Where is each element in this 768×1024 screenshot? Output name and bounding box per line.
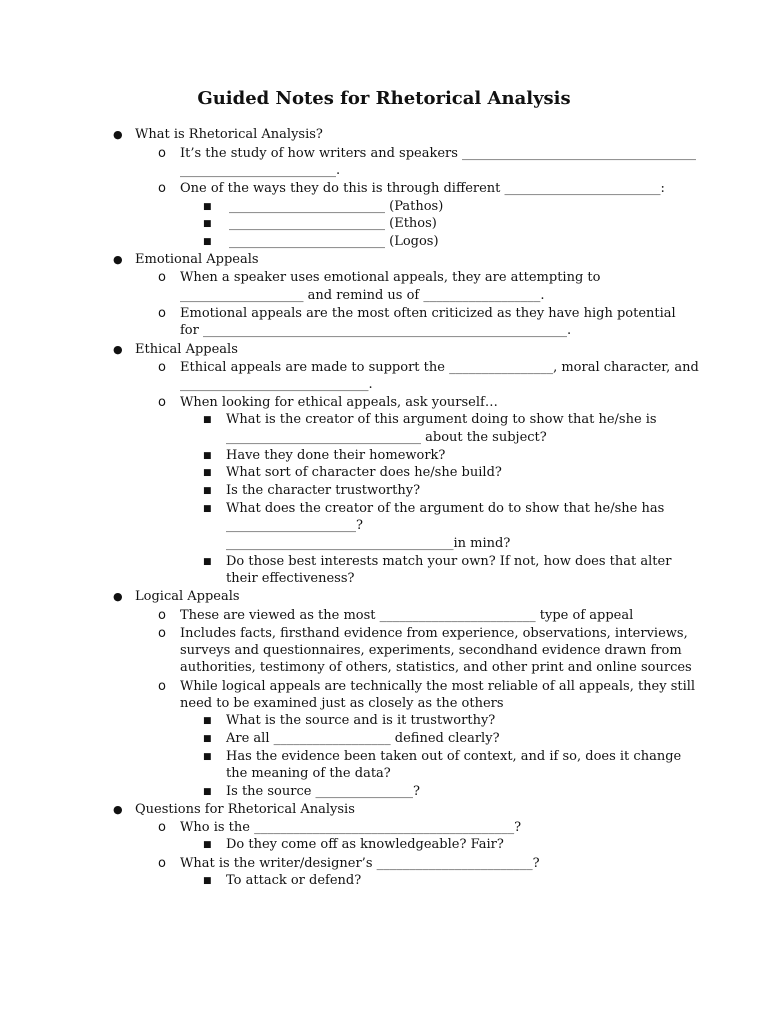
list-item: Is the source _______________?: [226, 784, 421, 799]
circle-marker: o: [158, 856, 166, 871]
list-item-continued: ___________________ and remind us of __________________.: [180, 288, 545, 303]
circle-marker: o: [158, 146, 166, 161]
square-marker: ■: [203, 716, 212, 726]
square-marker: ■: [203, 876, 212, 886]
circle-marker: o: [158, 626, 166, 641]
bullet-marker: ●: [113, 253, 123, 266]
list-item-continued: the meaning of the data?: [226, 766, 391, 781]
list-item: Emotional appeals are the most often criticized as they have high potential: [180, 306, 676, 321]
list-item: ________________________ (Pathos): [229, 199, 444, 214]
list-item: What does the creator of the argument do to show that he/she has: [226, 501, 665, 516]
list-item: Has the evidence been taken out of context, and if so, does it change: [226, 749, 682, 764]
square-marker: ■: [203, 451, 212, 461]
list-item: What is the writer/designer’s ________________________?: [180, 856, 540, 871]
list-item: While logical appeals are technically the most reliable of all appeals, they still: [180, 679, 696, 694]
list-item: When looking for ethical appeals, ask yourself…: [180, 395, 498, 410]
list-item-continued: ______________________________ about the subject?: [226, 430, 547, 445]
list-item: To attack or defend?: [226, 873, 362, 888]
list-item: Ethical Appeals: [135, 342, 238, 357]
bullet-marker: ●: [113, 343, 123, 356]
circle-marker: o: [158, 395, 166, 410]
list-item-continued: authorities, testimony of others, statistics, and other print and online sources: [180, 660, 692, 675]
list-item: Do they come off as knowledgeable? Fair?: [226, 837, 504, 852]
list-item-continued: ____________________?: [226, 518, 363, 533]
circle-marker: o: [158, 306, 166, 321]
square-marker: ■: [203, 734, 212, 744]
square-marker: ■: [203, 486, 212, 496]
list-item-continued: for ________________________________________________________.: [180, 323, 572, 338]
circle-marker: o: [158, 608, 166, 623]
list-item: Ethical appeals are made to support the ________________, moral character, and: [180, 360, 699, 375]
list-item: One of the ways they do this is through different ________________________:: [180, 181, 665, 196]
list-item: What is the creator of this argument doing to show that he/she is: [226, 412, 657, 427]
list-item-continued: need to be examined just as closely as the others: [180, 696, 504, 711]
bullet-marker: ●: [113, 128, 123, 141]
list-item-continued: ________________________.: [180, 163, 341, 178]
square-marker: ■: [203, 219, 212, 229]
list-item: Logical Appeals: [135, 589, 240, 604]
circle-marker: o: [158, 270, 166, 285]
square-marker: ■: [203, 504, 212, 514]
square-marker: ■: [203, 415, 212, 425]
list-item: ________________________ (Ethos): [229, 216, 437, 231]
square-marker: ■: [203, 557, 212, 567]
square-marker: ■: [203, 752, 212, 762]
list-item: These are viewed as the most ________________________ type of appeal: [180, 608, 634, 623]
list-item: What is the source and is it trustworthy?: [226, 713, 496, 728]
square-marker: ■: [203, 840, 212, 850]
circle-marker: o: [158, 360, 166, 375]
list-item: Are all __________________ defined clearly?: [226, 731, 500, 746]
list-item-continued: their effectiveness?: [226, 571, 355, 586]
bullet-marker: ●: [113, 590, 123, 603]
list-item: What is Rhetorical Analysis?: [135, 127, 323, 142]
list-item-continued: ___________________________________in mind?: [226, 536, 511, 551]
circle-marker: o: [158, 820, 166, 835]
square-marker: ■: [203, 237, 212, 247]
page-title: Guided Notes for Rhetorical Analysis: [197, 88, 571, 109]
square-marker: ■: [203, 468, 212, 478]
list-item: Is the character trustworthy?: [226, 483, 421, 498]
list-item: ________________________ (Logos): [229, 234, 439, 249]
square-marker: ■: [203, 202, 212, 212]
list-item-continued: _____________________________.: [180, 377, 373, 392]
list-item-continued: surveys and questionnaires, experiments, secondhand evidence drawn from: [180, 643, 682, 658]
square-marker: ■: [203, 787, 212, 797]
list-item: Who is the ________________________________________?: [180, 820, 522, 835]
circle-marker: o: [158, 181, 166, 196]
list-item: Have they done their homework?: [226, 448, 446, 463]
list-item: Do those best interests match your own? If not, how does that alter: [226, 554, 672, 569]
circle-marker: o: [158, 679, 166, 694]
list-item: Questions for Rhetorical Analysis: [135, 802, 355, 817]
list-item: Emotional Appeals: [135, 252, 259, 267]
list-item: When a speaker uses emotional appeals, they are attempting to: [180, 270, 601, 285]
list-item: It’s the study of how writers and speakers ____________________________________: [180, 146, 697, 161]
list-item: What sort of character does he/she build?: [226, 465, 502, 480]
list-item: Includes facts, firsthand evidence from experience, observations, interviews,: [180, 626, 688, 641]
bullet-marker: ●: [113, 803, 123, 816]
